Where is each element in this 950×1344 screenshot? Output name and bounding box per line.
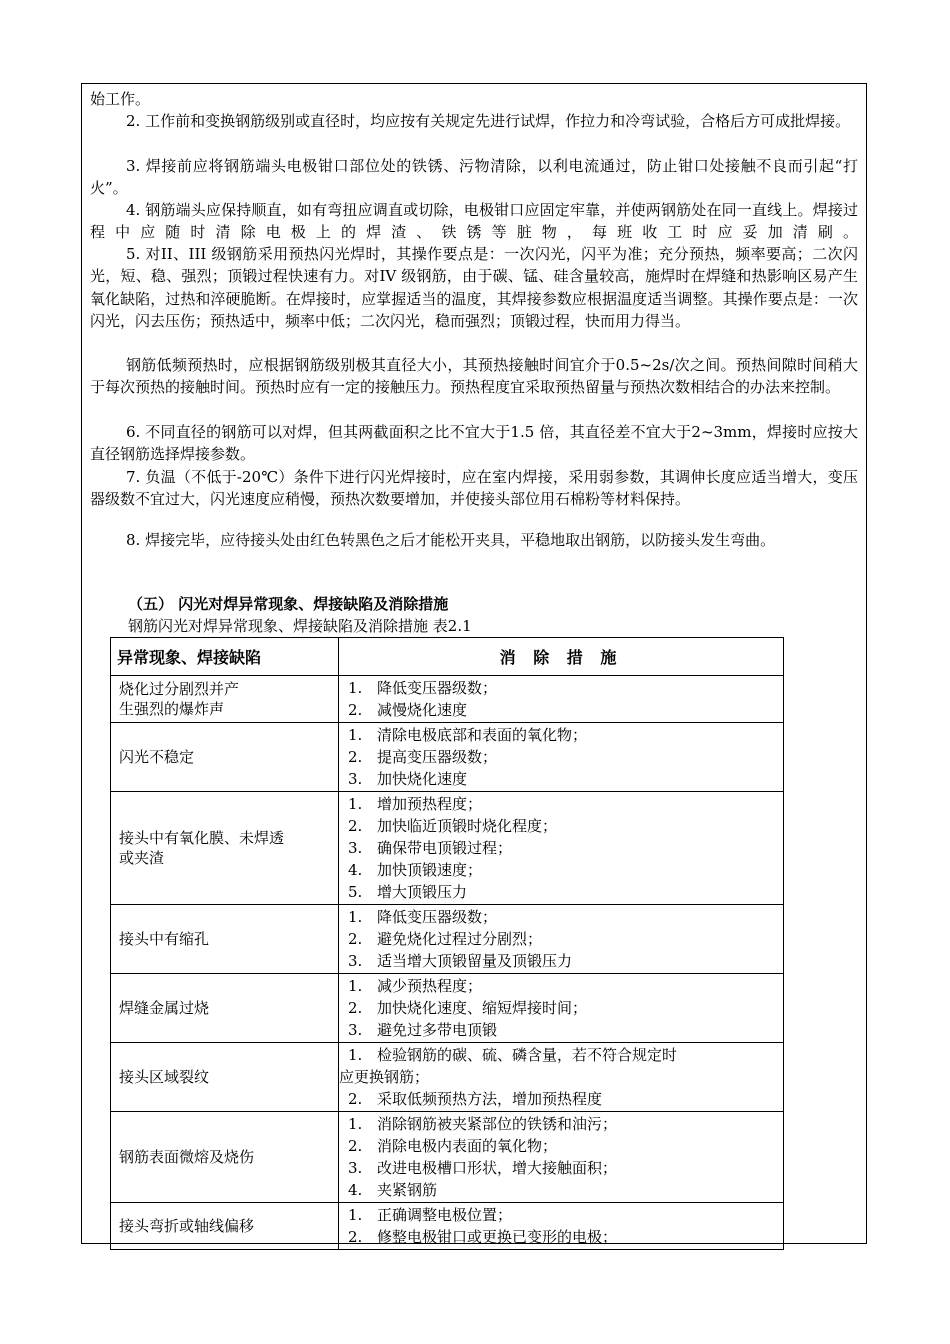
- table-row: [111, 676, 784, 723]
- table-row: [111, 723, 784, 792]
- measure-text: 正确调整电极位置；: [377, 1206, 513, 1224]
- measure-text: 消除钢筋被夹紧部位的铁锈和油污；: [377, 1115, 618, 1133]
- table-row: [111, 792, 784, 905]
- measure-number: 1.: [348, 679, 363, 697]
- issue-line: 烧化过分剧烈并产: [119, 680, 240, 698]
- measure-text: 确保带电顶锻过程；: [377, 839, 513, 857]
- defects-table: [110, 637, 784, 1250]
- header-issue: 异常现象、焊接缺陷: [111, 638, 339, 676]
- section-heading: （五） 闪光对焊异常现象、焊接缺陷及消除措施: [128, 595, 449, 613]
- measures-cell: [339, 905, 784, 974]
- measure-text: 检验钢筋的碳、硫、磷含量，若不符合规定时: [377, 1046, 678, 1064]
- measures-cell: [339, 1203, 784, 1250]
- measure-number: 2.: [348, 817, 363, 835]
- measures-cell: [339, 792, 784, 905]
- measure-item: [348, 1019, 783, 1041]
- issue-line: 接头中有氧化膜、未焊透: [119, 829, 285, 847]
- measure-number: 1.: [348, 1206, 363, 1224]
- measure-number: 1.: [348, 726, 363, 744]
- issue-cell: [111, 974, 339, 1043]
- measure-text: 采取低频预热方法，增加预热程度: [377, 1090, 603, 1108]
- measure-number: 1.: [348, 908, 363, 926]
- measure-item: [348, 768, 783, 790]
- measure-item: [348, 1135, 783, 1157]
- measure-item: [348, 1044, 783, 1066]
- paragraph: 2. 工作前和变换钢筋级别或直径时，均应按有关规定先进行试焊，作拉力和冷弯试验，合格后方可成批焊接。: [126, 112, 851, 130]
- issue-line: 接头中有缩孔: [119, 930, 210, 948]
- issue-line: 接头区域裂纹: [119, 1068, 210, 1086]
- measures-cell: [339, 1112, 784, 1203]
- paragraph: 5. 对II、III 级钢筋采用预热闪光焊时，其操作要点是：一次闪光，闪平为准；充分预热，频率要高；二次闪光，短、稳、强烈；顶锻过程快速有力。对IV 级钢筋，由于碳、锰、硅含量较高，施焊时在焊缝和热影响区易产生氧化缺陷，过热和淬硬脆断。在焊接时，应掌握适当的温度，其焊接参数应根据温度适当调整。其操作要点是：一次闪光，闪去压伤；预热适中，频率中低；二次闪光，稳而强烈；顶锻过程，快而用力得当。: [90, 245, 858, 330]
- measure-number: 2.: [348, 999, 363, 1017]
- issue-line: 焊缝金属过烧: [119, 999, 210, 1017]
- measure-item: [348, 997, 783, 1019]
- measure-text: 加快临近顶锻时烧化程度；: [377, 817, 558, 835]
- issue-line: 接头弯折或轴线偏移: [119, 1217, 255, 1235]
- paragraph: 始工作。: [90, 90, 151, 108]
- measure-text: 消除电极内表面的氧化物；: [377, 1137, 558, 1155]
- issue-line: 钢筋表面微熔及烧伤: [119, 1148, 255, 1166]
- measure-number: 2.: [348, 930, 363, 948]
- paragraph: 钢筋低频预热时，应根据钢筋级别极其直径大小，其预热接触时间宜介于0.5~2s/次之间。预热间隙时间稍大于每次预热的接触时间。预热时应有一定的接触压力。预热程度宜采取预热留量与预热次数相结合的办法来控制。: [90, 356, 858, 397]
- issue-line: 或夹渣: [119, 849, 165, 867]
- issue-cell: [111, 1043, 339, 1112]
- measure-item: [348, 793, 783, 815]
- paragraph: 4. 钢筋端头应保持顺直，如有弯扭应调直或切除，电极钳口应固定牢靠，并使两钢筋处在同一直线上。焊接过程中应随时清除电极上的焊渣、铁锈等脏物，每班收工时应妥加清刷。: [90, 201, 858, 242]
- issue-cell: [111, 905, 339, 974]
- measure-text: 减少预热程度；: [377, 977, 483, 995]
- measure-number: 1.: [348, 1046, 363, 1064]
- measure-text: 清除电极底部和表面的氧化物；: [377, 726, 588, 744]
- measure-text: 降低变压器级数；: [377, 679, 498, 697]
- measure-number: 3.: [348, 952, 363, 970]
- measure-item: [348, 724, 783, 746]
- table-row: [111, 1112, 784, 1203]
- measures-cell: [339, 974, 784, 1043]
- measure-text: 修整电极钳口或更换已变形的电极；: [377, 1228, 618, 1246]
- paragraph: 7. 负温（不低于-20℃）条件下进行闪光焊接时，应在室内焊接，采用弱参数，其调伸长度应适当增大，变压器级数不宜过大，闪光速度应稍慢，预热次数要增加，并使接头部位用石棉粉等材料保持。: [90, 468, 858, 509]
- measure-item: [348, 1179, 783, 1201]
- measure-text: 加快顶锻速度；: [377, 861, 483, 879]
- measure-number: 4.: [348, 861, 363, 879]
- measure-item: [348, 677, 783, 699]
- measure-text: 降低变压器级数；: [377, 908, 498, 926]
- measure-number: 1.: [348, 1115, 363, 1133]
- measure-text: 加快烧化速度、缩短焊接时间；: [377, 999, 588, 1017]
- table-row: [111, 974, 784, 1043]
- measure-item: [348, 928, 783, 950]
- measure-item: [348, 1088, 783, 1110]
- table-row: [111, 1203, 784, 1250]
- measure-item: [348, 975, 783, 997]
- measure-number: 2.: [348, 701, 363, 719]
- measure-number: 2.: [348, 1228, 363, 1246]
- measure-item: [339, 1066, 783, 1088]
- measure-number: 2.: [348, 748, 363, 766]
- measure-number: 3.: [348, 770, 363, 788]
- measure-number: 2.: [348, 1137, 363, 1155]
- table-header-row: [111, 638, 784, 676]
- measure-item: [348, 1113, 783, 1135]
- measure-number: 1.: [348, 977, 363, 995]
- measure-item: [348, 859, 783, 881]
- measure-text: 增大顶锻压力: [377, 883, 468, 901]
- measure-item: [348, 837, 783, 859]
- measure-text: 减慢烧化速度: [377, 701, 468, 719]
- measure-item: [348, 1204, 783, 1226]
- paragraph: 6. 不同直径的钢筋可以对焊，但其两截面积之比不宜大于1.5 倍，其直径差不宜大于2~3mm，焊接时应按大直径钢筋选择焊接参数。: [90, 423, 858, 464]
- measure-number: 2.: [348, 1090, 363, 1108]
- issue-cell: [111, 676, 339, 723]
- measure-number: 3.: [348, 839, 363, 857]
- measure-text: 加快烧化速度: [377, 770, 468, 788]
- measure-item: [348, 906, 783, 928]
- measures-cell: [339, 723, 784, 792]
- measure-item: [348, 1157, 783, 1179]
- measure-number: 5.: [348, 883, 363, 901]
- measure-item: [348, 699, 783, 721]
- table-row: [111, 1043, 784, 1112]
- measures-cell: [339, 676, 784, 723]
- measure-text: 夹紧钢筋: [377, 1181, 438, 1199]
- issue-cell: [111, 723, 339, 792]
- measure-number: 4.: [348, 1181, 363, 1199]
- header-measures: 消 除 措 施: [339, 638, 784, 676]
- issue-cell: [111, 792, 339, 905]
- table-row: [111, 905, 784, 974]
- issue-cell: [111, 1112, 339, 1203]
- measure-text: 改进电极槽口形状，增大接触面积；: [377, 1159, 618, 1177]
- table-caption: 钢筋闪光对焊异常现象、焊接缺陷及消除措施 表2.1: [128, 617, 472, 635]
- measures-cell: [339, 1043, 784, 1112]
- measure-item: [348, 1226, 783, 1248]
- measure-text: 适当增大顶锻留量及顶锻压力: [377, 952, 573, 970]
- paragraph: 3. 焊接前应将钢筋端头电极钳口部位处的铁锈、污物清除，以利电流通过，防止钳口处接触不良而引起“打火”。: [90, 157, 858, 198]
- issue-line: 生强烈的爆炸声: [119, 700, 225, 718]
- paragraph: 8. 焊接完毕，应待接头处由红色转黑色之后才能松开夹具，平稳地取出钢筋，以防接头发生弯曲。: [126, 531, 776, 549]
- measure-item: [348, 746, 783, 768]
- measure-item: [348, 815, 783, 837]
- issue-line: 闪光不稳定: [119, 748, 195, 766]
- issue-cell: [111, 1203, 339, 1250]
- measure-number: 1.: [348, 795, 363, 813]
- measure-text: 应更换钢筋；: [339, 1068, 430, 1086]
- measure-number: 3.: [348, 1159, 363, 1177]
- measure-number: 3.: [348, 1021, 363, 1039]
- measure-text: 避免过多带电顶锻: [377, 1021, 498, 1039]
- measure-text: 增加预热程度；: [377, 795, 483, 813]
- measure-text: 提高变压器级数；: [377, 748, 498, 766]
- measure-item: [348, 881, 783, 903]
- measure-item: [348, 950, 783, 972]
- measure-text: 避免烧化过程过分剧烈；: [377, 930, 543, 948]
